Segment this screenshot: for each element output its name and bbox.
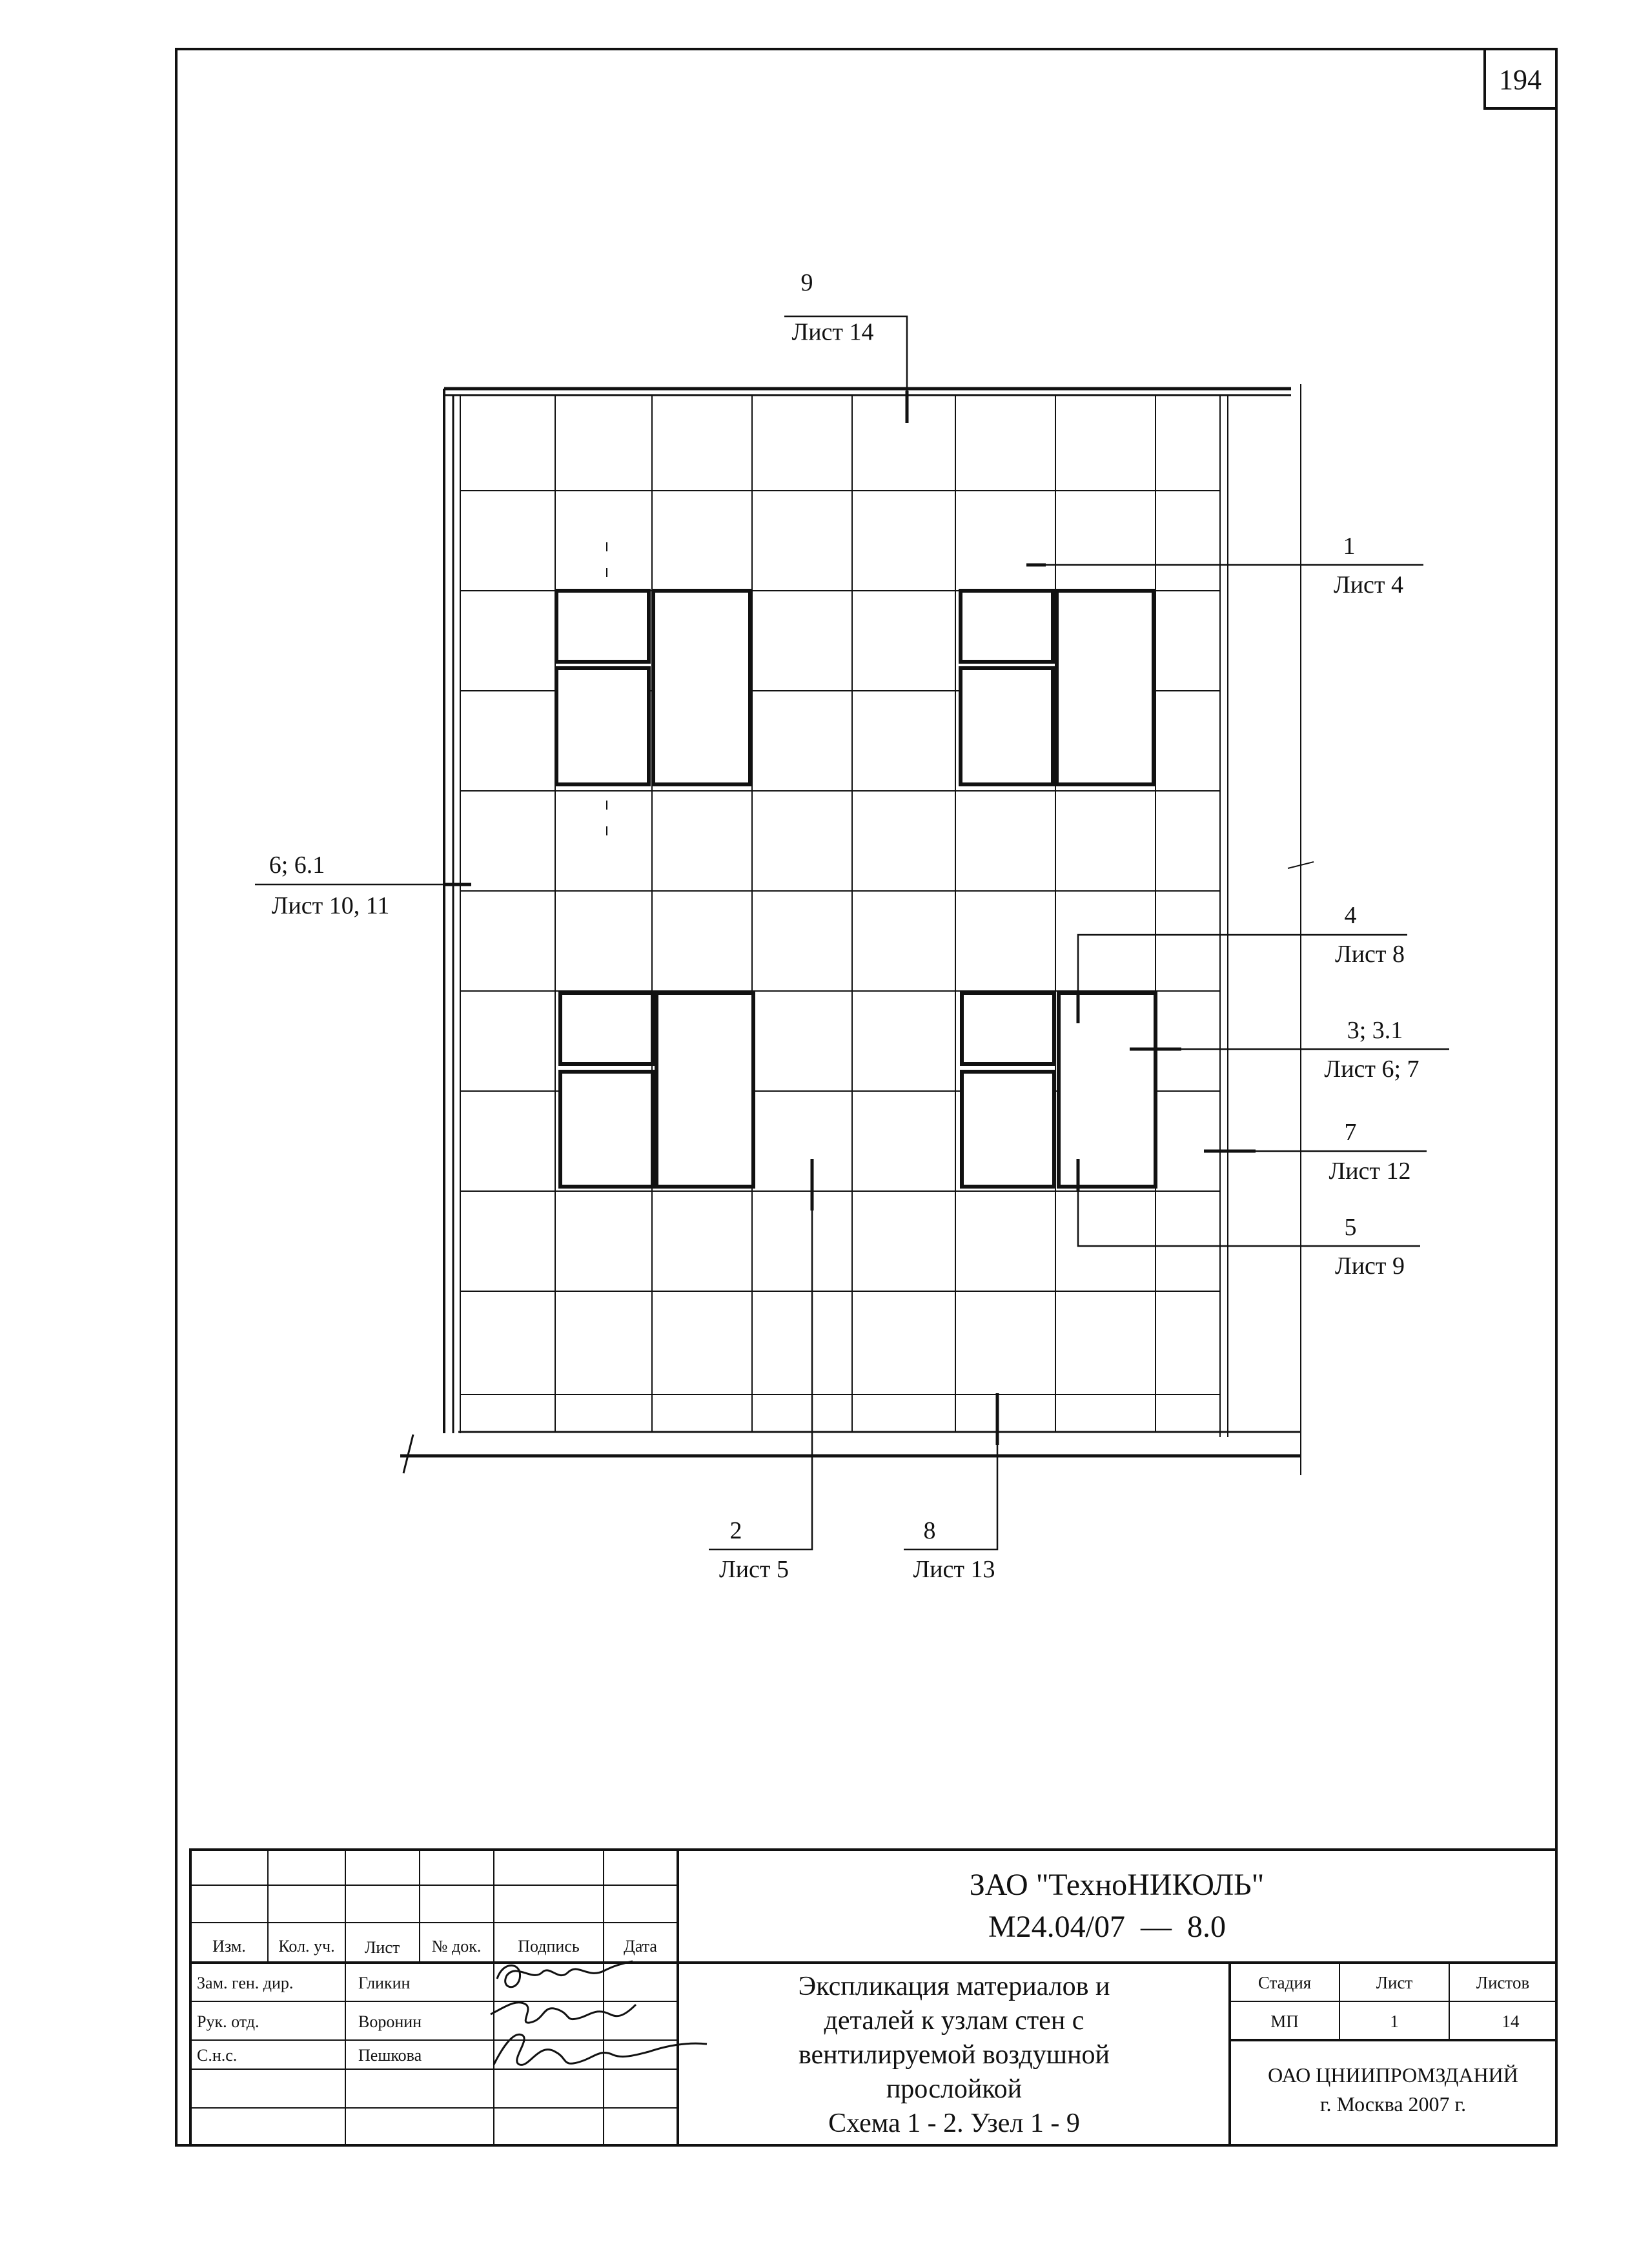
panel-grid-verticals — [555, 395, 1155, 1432]
title-header — [970, 1868, 1265, 1944]
svg-text:Лист 12: Лист 12 — [1329, 1158, 1411, 1185]
svg-text:Лист 4: Лист 4 — [1333, 571, 1404, 598]
callout-9 — [791, 269, 873, 345]
svg-text:4: 4 — [1344, 902, 1357, 929]
svg-text:деталей к узлам стен с: деталей к узлам стен с — [824, 2006, 1084, 2036]
svg-text:7: 7 — [1344, 1119, 1357, 1146]
place-year: г. Москва 2007 г. — [1319, 2092, 1467, 2116]
svg-text:Дата: Дата — [624, 1937, 657, 1956]
svg-text:С.н.с.: С.н.с. — [197, 2046, 238, 2065]
svg-text:Лист 9: Лист 9 — [1334, 1252, 1405, 1280]
svg-text:8: 8 — [923, 1517, 936, 1544]
svg-text:Стадия: Стадия — [1257, 1973, 1312, 1992]
drawing-frame — [176, 49, 1556, 2145]
svg-text:Схема 1 - 2. Узел 1 - 9: Схема 1 - 2. Узел 1 - 9 — [828, 2109, 1080, 2138]
svg-text:вентилируемой воздушной: вентилируемой воздушной — [798, 2040, 1110, 2070]
svg-text:5: 5 — [1344, 1214, 1357, 1241]
svg-text:2: 2 — [729, 1517, 742, 1544]
svg-text:Экспликация материалов и: Экспликация материалов и — [798, 1972, 1110, 2001]
document-description — [799, 1972, 1110, 2138]
svg-text:14: 14 — [1502, 2012, 1520, 2031]
svg-text:Лист 8: Лист 8 — [1334, 941, 1405, 968]
facade-elevation — [400, 384, 1314, 1475]
window-lower-left — [560, 993, 753, 1187]
document-code: М24.04/07 — 8.0 — [988, 1910, 1227, 1944]
window-lower-right — [962, 993, 1155, 1187]
svg-text:1: 1 — [1390, 2012, 1399, 2031]
svg-text:3; 3.1: 3; 3.1 — [1347, 1017, 1403, 1044]
svg-text:Лист 10, 11: Лист 10, 11 — [271, 892, 390, 919]
organization-name: ЗАО "ТехноНИКОЛЬ" — [969, 1868, 1265, 1902]
window-upper-left — [556, 591, 750, 784]
svg-text:Воронин: Воронин — [358, 2012, 422, 2031]
svg-text:Листов: Листов — [1476, 1973, 1530, 1992]
signatory-rows — [197, 1974, 422, 2065]
svg-text:Лист: Лист — [1376, 1973, 1413, 1992]
revision-header — [212, 1937, 657, 1957]
svg-text:Лист 13: Лист 13 — [913, 1556, 995, 1583]
svg-text:Кол. уч.: Кол. уч. — [278, 1937, 335, 1956]
svg-text:6; 6.1: 6; 6.1 — [269, 852, 325, 879]
svg-text:Лист 14: Лист 14 — [791, 318, 874, 346]
svg-text:Лист 5: Лист 5 — [718, 1556, 789, 1583]
svg-text:Рук. отд.: Рук. отд. — [197, 2012, 260, 2031]
svg-text:№ док.: № док. — [431, 1937, 482, 1956]
institute-block — [1268, 2063, 1518, 2116]
svg-text:Гликин: Гликин — [358, 1974, 411, 1992]
svg-text:Пешкова: Пешкова — [358, 2046, 422, 2065]
svg-text:Лист 6; 7: Лист 6; 7 — [1324, 1056, 1420, 1083]
svg-text:Изм.: Изм. — [212, 1937, 246, 1956]
svg-text:Зам. ген. дир.: Зам. ген. дир. — [197, 1974, 294, 1992]
svg-text:Подпись: Подпись — [518, 1937, 580, 1956]
callout-6 — [269, 852, 390, 919]
revision-grid — [190, 1850, 678, 2145]
svg-text:1: 1 — [1343, 533, 1356, 560]
svg-text:9: 9 — [800, 269, 813, 296]
window-upper-right — [961, 591, 1154, 784]
svg-text:прослойкой: прослойкой — [886, 2074, 1023, 2104]
page-number: 194 — [1499, 64, 1542, 96]
signatures — [491, 1961, 707, 2065]
svg-text:МП: МП — [1270, 2012, 1299, 2031]
svg-text:Лист: Лист — [364, 1938, 400, 1957]
institute-name: ОАО ЦНИИПРОМЗДАНИЙ — [1268, 2063, 1518, 2087]
page-number-box — [1485, 49, 1556, 108]
